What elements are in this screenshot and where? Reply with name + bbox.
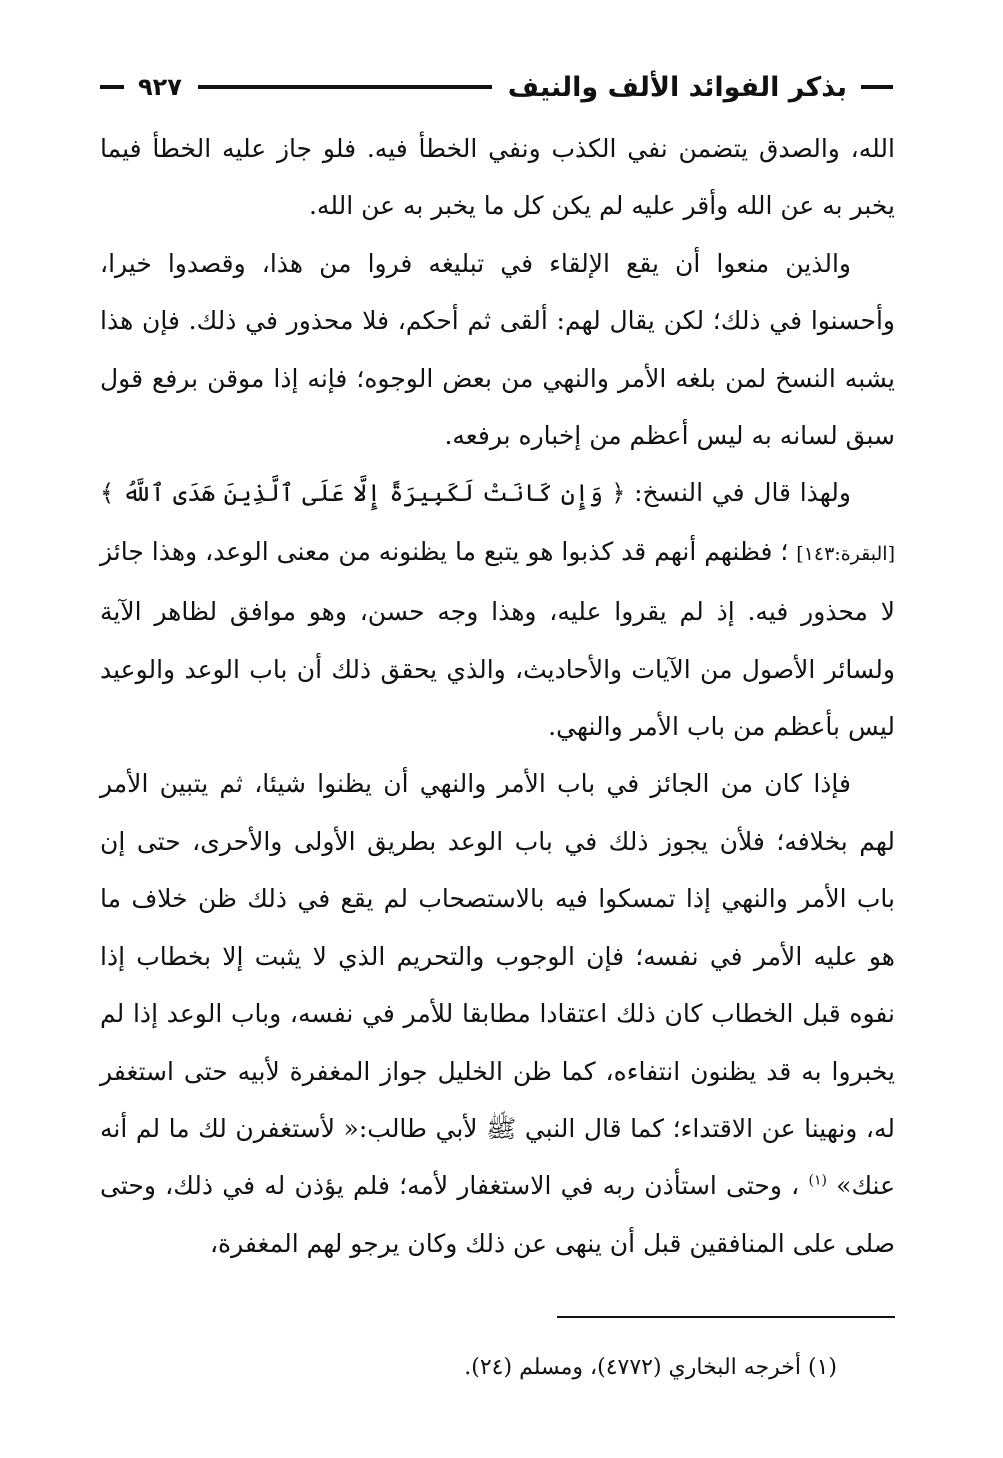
paragraph-1 <box>100 120 895 235</box>
paragraph-4 <box>100 755 895 1272</box>
verse-reference: [البقرة:١٤٣] <box>796 542 895 565</box>
header-dash-left <box>100 85 124 89</box>
page-number: ٩٢٧ <box>138 73 182 101</box>
paragraph-text: فإذا كان من الجائز في باب الأمر والنهي أن يظنوا شيئا، ثم يتبين الأمر لهم بخلافه؛ فلأن يجوز ذلك في باب الوعد بطريق الأولى والأحرى، حتى إن باب الأمر والنهي إذا تمسكوا فيه بالاستصحاب لم يقع في ذلك ظن خلاف ما هو عليه الأمر في نفسه؛ فإن الوجوب والتحريم الذي لا يثبت إلا بخطاب إذا نفوه قبل الخطاب كان ذلك اعتقادا مطابقا للأمر في نفسه، وباب الوعد إذا لم يخبروا به قد يظنون انتفاءه، كما ظن الخليل جواز المغفرة لأبيه حتى استغفر له، ونهينا عن الاقتداء؛ كما قال النبي ﷺ لأبي طالب:« لأستغفرن لك ما لم أنه عنك» <box>100 769 895 1201</box>
header-title: بذكر الفوائد الألف والنيف <box>507 71 847 103</box>
paragraph-2 <box>100 235 895 465</box>
main-text <box>100 120 895 1272</box>
footnote-marker: (١) <box>808 1172 827 1189</box>
paragraph-text: ولهذا قال في النسخ: <box>625 478 851 508</box>
footnote-separator <box>557 1316 895 1318</box>
quran-verse: ﴿ وَإِن كَانَتْ لَكَبِيرَةً إِلَّا عَلَى ٱلَّذِينَ هَدَى ٱللَّهُ ﴾ <box>100 479 626 508</box>
footnote: (١) أخرجه البخاري (٤٧٧٢)، ومسلم (٢٤). <box>464 1355 837 1380</box>
paragraph-text: الله، والصدق يتضمن نفي الكذب ونفي الخطأ فيه. فلو جاز عليه الخطأ فيما يخبر به عن الله وأقر عليه لم يكن كل ما يخبر به عن الله. <box>100 134 895 221</box>
paragraph-text: والذين منعوا أن يقع الإلقاء في تبليغه فروا من هذا، وقصدوا خيرا، وأحسنوا في ذلك؛ لكن يقال لهم: ألقى ثم أحكم، فلا محذور في ذلك. فإن هذا يشبه النسخ لمن بلغه الأمر والنهي من بعض الوجوه؛ فإنه إذا موقن برفع قول سبق لسانه به ليس أعظم من إخباره برفعه. <box>100 248 895 451</box>
page-header <box>100 62 893 112</box>
paragraph-text: ، وحتى استأذن ربه في الاستغفار لأمه؛ فلم يؤذن له في ذلك، وحتى صلى على المنافقين قبل أن ينهى عن ذلك وكان يرجو لهم المغفرة، <box>100 1171 895 1258</box>
header-dash-right <box>861 85 893 89</box>
paragraph-3 <box>100 464 895 755</box>
header-rule <box>198 85 492 89</box>
paragraph-text: ؛ فظنهم أنهم قد كذبوا هو يتبع ما يظنونه من معنى الوعد، وهذا جائز لا محذور فيه. إذ لم يقروا عليه، وهذا وجه حسن، وهو موافق لظاهر الآية ولسائر الأصول من الآيات والأحاديث، والذي يحقق ذلك أن باب الوعد والوعيد ليس بأعظم من باب الأمر والنهي. <box>100 536 895 742</box>
